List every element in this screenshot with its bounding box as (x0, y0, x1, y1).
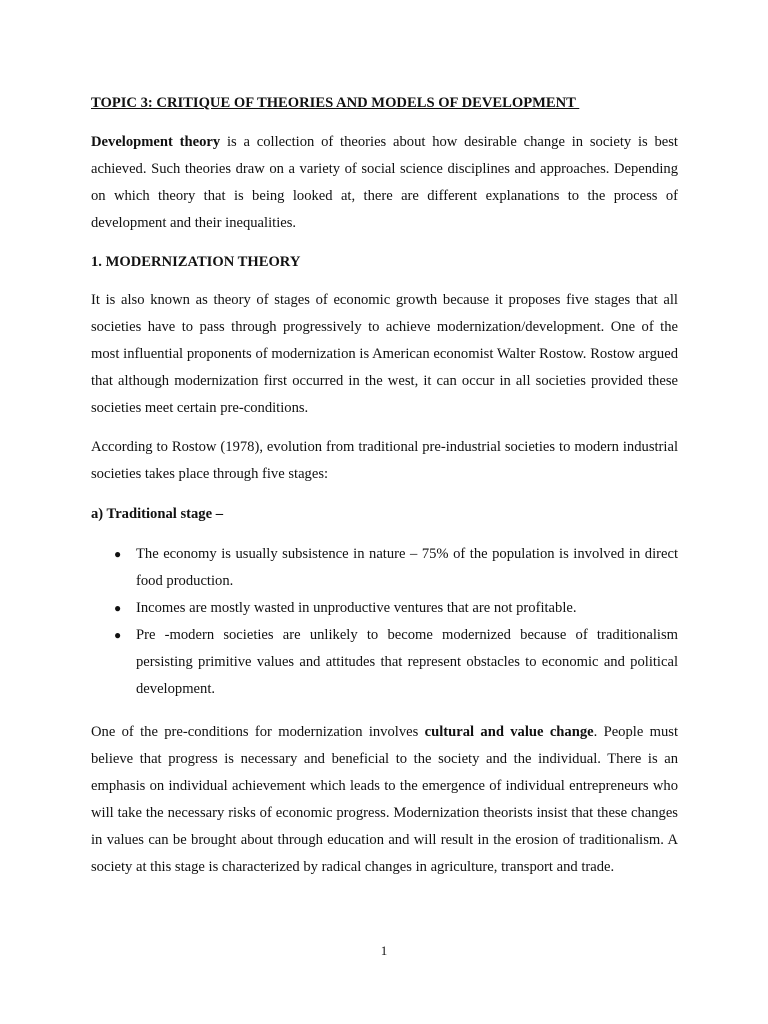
modernization-paragraph-1: It is also known as theory of stages of economic growth because it proposes five stages that all societies have to pass through progressively to achieve modernization/development. One of the most influential proponents of modernization is American economist Walter Rostow. Rostow argued that although modernization first occurred in the west, it can occur in all societies provided these societies meet certain pre-conditions. (91, 292, 678, 416)
bullet-icon: ● (114, 628, 122, 642)
page-title: TOPIC 3: CRITIQUE OF THEORIES AND MODELS OF DEVELOPMENT (91, 95, 580, 111)
bullet-text: The economy is usually subsistence in nature – 75% of the population is involved in direct food production. (136, 546, 678, 589)
section-heading-modernization: 1. MODERNIZATION THEORY (91, 254, 301, 270)
paragraph3-before: One of the pre-conditions for modernization involves (91, 724, 425, 740)
paragraph3-bold: cultural and value change (424, 724, 594, 740)
page-number: 1 (380, 943, 388, 958)
modernization-paragraph-3 (91, 719, 678, 881)
traditional-stage-bullets (91, 541, 678, 703)
bullet-text: Pre -modern societies are unlikely to become modernized because of traditionalism persisting primitive values and attitudes that represent obstacles to economic and political development. (136, 627, 678, 697)
list-item (91, 595, 678, 622)
modernization-paragraph-2: According to Rostow (1978), evolution from traditional pre-industrial societies to modern industrial societies takes place through five stages: (91, 439, 678, 482)
bullet-icon: ● (114, 547, 122, 561)
paragraph3-after: . People must believe that progress is necessary and beneficial to the society and the individual. There is an emphasis on individual achievement which leads to the emergence of individual entrepreneurs who will take the necessary risks of economic progress. Modernization theorists insist that these changes in values can be brought about through education and will result in the erosion of traditionalism. A society at this stage is characterized by radical changes in agriculture, transport and trade. (91, 724, 679, 875)
traditional-stage-heading: a) Traditional stage – (91, 506, 224, 522)
intro-paragraph (91, 129, 678, 237)
bullet-icon: ● (114, 601, 122, 615)
list-item (91, 541, 678, 595)
intro-bold-term: Development theory (91, 134, 221, 150)
bullet-text: Incomes are mostly wasted in unproductive ventures that are not profitable. (136, 600, 577, 616)
list-item (91, 622, 678, 703)
intro-text: is a collection of theories about how desirable change in society is best achieved. Such theories draw on a variety of social science disciplines and approaches. Depending on which theory that is being looked at, there are different explanations to the process of development and their inequalities. (91, 134, 678, 231)
